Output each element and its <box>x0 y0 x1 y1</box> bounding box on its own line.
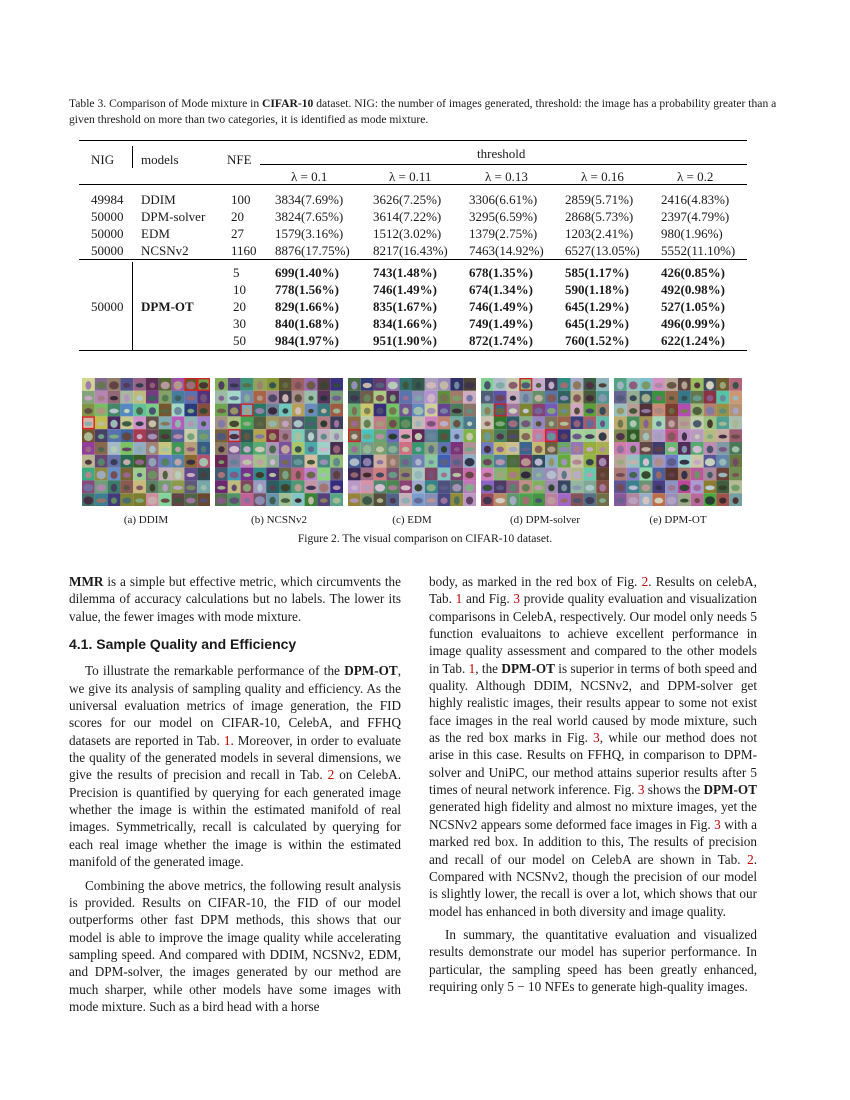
section-heading: 4.1. Sample Quality and Efficiency <box>69 636 297 653</box>
table-cell: 20 <box>231 209 244 224</box>
sample-grid-ncsnv2 <box>215 378 343 506</box>
table-cell: 872(1.74%) <box>469 333 533 348</box>
table-cell: 645(1.29%) <box>565 316 629 331</box>
table-cell: 100 <box>231 192 251 207</box>
table-cell: 3824(7.65%) <box>275 209 344 224</box>
table-cell: 496(0.99%) <box>661 316 725 331</box>
table-cell: 2859(5.71%) <box>565 192 634 207</box>
table-cell: DPM-solver <box>141 209 206 224</box>
threshold-rule <box>260 164 747 165</box>
table-cell: 585(1.17%) <box>565 265 629 280</box>
subcaption-d: (d) DPM-solver <box>510 514 580 526</box>
header-models: models <box>141 152 179 167</box>
sample-grid-dpm-solver <box>481 378 609 506</box>
table-1-link[interactable]: 1 <box>455 591 463 607</box>
threshold-header: λ = 0.11 <box>389 169 432 184</box>
group-rule <box>79 259 747 260</box>
table-cell: 2416(4.83%) <box>661 192 730 207</box>
table-cell: 980(1.96%) <box>661 226 723 241</box>
table-caption: Table 3. Comparison of Mode mixture in CIFAR-10 dataset. NIG: the number of images generated, threshold: the image has a probability greater than a given threshold on more than two categories, it is identified as mode mixture. <box>69 97 777 126</box>
table-cell: 749(1.49%) <box>469 316 533 331</box>
table-cell: 3295(6.59%) <box>469 209 538 224</box>
table-cell: DDIM <box>141 192 176 207</box>
table-cell: 6527(13.05%) <box>565 243 640 258</box>
threshold-header: λ = 0.13 <box>485 169 528 184</box>
table-cell: NCSNv2 <box>141 243 189 258</box>
table-cell: 699(1.40%) <box>275 265 339 280</box>
table-cell: 1379(2.75%) <box>469 226 538 241</box>
table-cell: 27 <box>231 226 244 241</box>
table-2-link[interactable]: 2 <box>747 851 754 867</box>
table-cell: 674(1.34%) <box>469 282 533 297</box>
table-cell: 426(0.85%) <box>661 265 725 280</box>
table-cell: 984(1.97%) <box>275 333 339 348</box>
table-top-rule <box>79 140 747 141</box>
table-cell: 50000 <box>91 243 124 258</box>
fig-2-link[interactable]: 2 <box>641 574 649 589</box>
table-cell: 1579(3.16%) <box>275 226 344 241</box>
table-cell: 3614(7.22%) <box>373 209 442 224</box>
table-bottom-rule <box>79 350 747 351</box>
table-cell: 7463(14.92%) <box>469 243 544 258</box>
table-cell: 3626(7.25%) <box>373 192 442 207</box>
sample-grid-dpm-ot <box>614 378 742 506</box>
sample-grid-ddim <box>82 378 210 506</box>
header-bottom-rule <box>79 184 747 185</box>
table-cell: 3834(7.69%) <box>275 192 344 207</box>
subcaption-b: (b) NCSNv2 <box>251 514 307 526</box>
analysis-paragraph: Combining the above metrics, the following result analysis is provided. Results on CIFAR-10, the FID of our model outperforms other fast DPM methods, this shows that our model is able to improve the image quality while accelerating sampling speed. And compared with DDIM, NCSNv2, EDM, and DPM-solver, the images generated by our method are much sharper, while other models have some images with mode mixture. Such as a bird head with a horse <box>69 877 401 1014</box>
header-divider <box>132 146 133 168</box>
table-cell: 2868(5.73%) <box>565 209 634 224</box>
table-cell: 743(1.48%) <box>373 265 437 280</box>
table-cell: 50000 <box>91 209 124 224</box>
table-1-link[interactable]: 1 <box>468 660 476 676</box>
fig-3-link[interactable]: 3 <box>637 782 645 798</box>
table-cell: 50000 <box>91 226 124 241</box>
sample-grid-edm <box>348 378 476 506</box>
table-cell: 50 <box>233 333 246 348</box>
table-cell: 834(1.66%) <box>373 316 437 331</box>
table-cell: EDM <box>141 226 170 241</box>
table-cell: 829(1.66%) <box>275 299 339 314</box>
ours-divider <box>132 262 133 350</box>
table-cell: 1160 <box>231 243 257 258</box>
header-nig: NIG <box>91 152 115 167</box>
threshold-header: λ = 0.2 <box>677 169 714 184</box>
table-cell: 10 <box>233 282 246 297</box>
table-cell: 527(1.05%) <box>661 299 725 314</box>
results-paragraph: body, as marked in the red box of Fig. 2. Results on celebA, Tab. 1 and Fig. 3 provide quality evaluation and visualization comparisons in CelebA, respectively. Our model only needs 5 function evaluaitons to achieve excellent performance in image quality assessment and compared to the other models in Tab. 1, the DPM-OT is superior in terms of both speed and quality. Although DDIM, NCSNv2, and DPM-solver get highly realistic images, their results appear to some not exist face images in the real world caused by mode mixture, such as the red box marks in Fig. 3, while our method does not arise in this case. Results on FFHQ, in comparison to DPM-solver and UniPC, our method attains superior results after 5 times of neural network inference. Fig. 3 shows the DPM-OT generated high fidelity and almost no mixture images, yet the NCSNv2 appears some deformed face images in Fig. 3 with a marked red box. In addition to this, The results of precision and recall of our model on CelebA are shown in Tab. 2. Compared with NCSNv2, though the precision of our model is slightly lower, the recall is over a lot, which shows that our model has enhanced in both diversity and image quality. <box>429 574 757 919</box>
quality-paragraph: To illustrate the remarkable performance of the DPM-OT, we give its analysis of sampling quality and efficiency. As the universal evaluation metrics of image generation, the FID scores for our model on CIFAR-10, CelebA, and FFHQ datasets are reported in Tab. 1. Moreover, in order to evaluate the quality of the generated models in several dimensions, we give the results of precision and recall in Tab. 2 on CelebA. Precision is quantified by querying for each generated image whether the image is within the estimated manifold of real images. Symmetrically, recall is calculated by querying for each real image whether the image is within the estimated manifold of the generated image. <box>69 663 401 870</box>
figure-caption: Figure 2. The visual comparison on CIFAR-10 dataset. <box>297 532 553 545</box>
table-cell: 8217(16.43%) <box>373 243 448 258</box>
fig-3-link[interactable]: 3 <box>513 591 520 607</box>
table-cell: 2397(4.79%) <box>661 209 730 224</box>
table-cell: 5 <box>233 265 240 280</box>
left-column <box>69 573 401 1015</box>
table-cell: 590(1.18%) <box>565 282 629 297</box>
table-cell: 622(1.24%) <box>661 333 725 348</box>
ours-nig: 50000 <box>91 299 124 314</box>
table-cell: 951(1.90%) <box>373 333 437 348</box>
table-cell: 20 <box>233 299 246 314</box>
header-threshold: threshold <box>477 146 526 161</box>
table-2-link[interactable]: 2 <box>327 767 335 783</box>
table-cell: 835(1.67%) <box>373 299 437 314</box>
table-cell: 746(1.49%) <box>469 299 533 314</box>
table-cell: 645(1.29%) <box>565 299 629 314</box>
table-cell: 760(1.52%) <box>565 333 629 348</box>
fig-3-link[interactable]: 3 <box>593 730 600 746</box>
table-cell: 5552(11.10%) <box>661 243 736 258</box>
fig-3-link[interactable]: 3 <box>714 816 721 832</box>
header-nfe: NFE <box>227 152 252 167</box>
table-cell: 778(1.56%) <box>275 282 339 297</box>
table-cell: 3306(6.61%) <box>469 192 538 207</box>
table-cell: 678(1.35%) <box>469 265 533 280</box>
table-cell: 1512(3.02%) <box>373 226 442 241</box>
subcaption-e: (e) DPM-OT <box>649 514 707 526</box>
threshold-header: λ = 0.1 <box>291 169 328 184</box>
table-cell: 49984 <box>91 192 124 207</box>
table-cell: 840(1.68%) <box>275 316 339 331</box>
table-cell: 8876(17.75%) <box>275 243 350 258</box>
mmr-paragraph: MMR is a simple but effective metric, which circumvents the dilemma of accuracy calculations but no labels. The lower its value, the fewer images with mode mixture. <box>69 574 401 624</box>
table-cell: 30 <box>233 316 246 331</box>
subcaption-c: (c) EDM <box>392 514 432 526</box>
threshold-header: λ = 0.16 <box>581 169 624 184</box>
summary-paragraph: In summary, the quantitative evaluation and visualized results demonstrate our model has superior performance. In particular, the sampling speed has been greatly enhanced, requiring only 5 − 10 NFEs to generate high-quality images. <box>429 926 757 994</box>
table-cell: 1203(2.41%) <box>565 226 634 241</box>
table-cell: 492(0.98%) <box>661 282 725 297</box>
subcaption-a: (a) DDIM <box>123 514 169 526</box>
right-column <box>429 573 757 995</box>
ours-model: DPM-OT <box>141 299 194 314</box>
table-cell: 746(1.49%) <box>373 282 437 297</box>
table-1-link[interactable]: 1 <box>223 732 231 748</box>
